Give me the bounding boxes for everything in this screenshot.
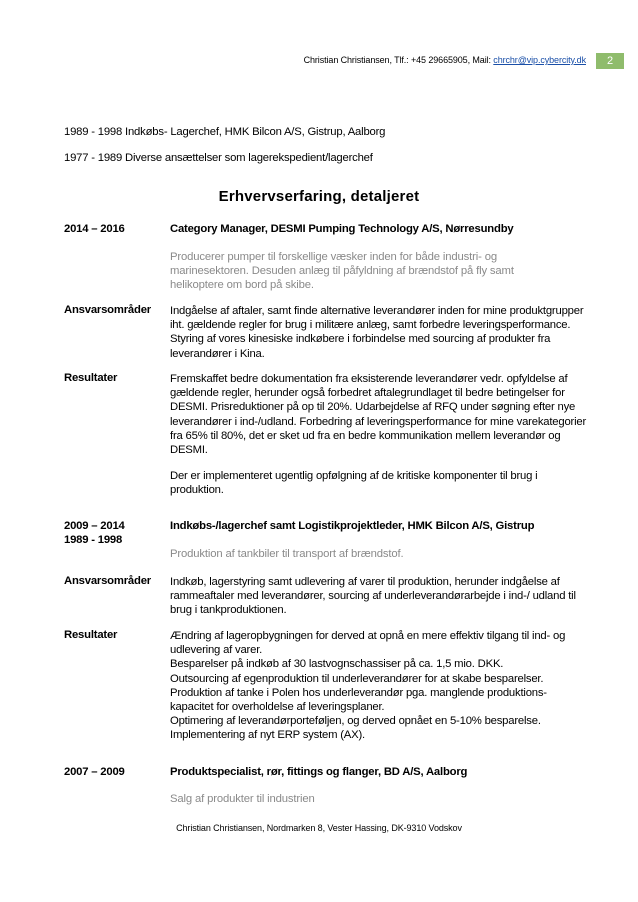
job-1-responsibilities-label: Ansvarsområder	[64, 304, 151, 316]
job-3-description: Salg af produkter til industrien	[170, 793, 315, 805]
job-2-title: Indkøbs-/lagerchef samt Logistikprojektleder, HMK Bilcon A/S, Gistrup	[170, 520, 535, 532]
page-footer: Christian Christiansen, Nordmarken 8, Vester Hassing, DK-9310 Vodskov	[176, 823, 462, 833]
job-2-description: Produktion af tankbiler til transport af brændstof.	[170, 548, 404, 560]
page-header	[0, 54, 638, 68]
job-3-title: Produktspecialist, rør, fittings og flanger, BD A/S, Aalborg	[170, 766, 468, 778]
job-2-period: 2009 – 2014	[64, 520, 125, 532]
job-2-responsibilities: Indkøb, lagerstyring samt udlevering af varer til produktion, herunder indgåelse af rammeaftaler med leverandører, sourcing af underleverandørarbejde i ind-/ udland til brug i tankproduktionen.	[170, 576, 576, 617]
job-2-result-3: Outsourcing af egenproduktion til underleverandører for at skabe besparelser.	[170, 672, 544, 685]
history-line-2: 1977 - 1989 Diverse ansættelser som lagerekspedient/lagerchef	[64, 152, 373, 164]
job-2-results	[170, 629, 590, 743]
job-1-result-2: Der er implementeret ugentlig opfølgning af de kritiske komponenter til brug i produktion.	[170, 470, 538, 497]
job-2-period-2: 1989 - 1998	[64, 534, 123, 546]
job-2-responsibilities-label: Ansvarsområder	[64, 575, 151, 587]
email-link[interactable]: chrchr@vip.cybercity.dk	[493, 55, 586, 65]
job-2-result-4: Produktion af tanke i Polen hos underleverandør pga. manglende produktions-kapacitet for overholdelse af leveringsplaner.	[170, 686, 547, 714]
history-line-1: 1989 - 1998 Indkøbs- Lagerchef, HMK Bilcon A/S, Gistrup, Aalborg	[64, 126, 386, 138]
contact-line	[304, 55, 586, 65]
job-1-responsibilities: Indgåelse af aftaler, samt finde alternative leverandører inden for mine produktgrupper iht. gældende regler for brug i militære anlæg, samt forbedre leveringsperformance. Styring af vores kinesiske indkøbere i forbindelse med sourcing af produkter fra leverandører i Kina.	[170, 305, 584, 360]
job-2-result-2: Besparelser på indkøb af 30 lastvognschassiser på ca. 1,5 mio. DKK.	[170, 658, 504, 671]
section-title: Erhvervserfaring, detaljeret	[218, 188, 420, 205]
page-number-badge: 2	[596, 53, 624, 69]
job-3-period: 2007 – 2009	[64, 766, 125, 778]
job-2-result-1: Ændring af lageropbygningen for derved at opnå en mere effektiv tilgang til ind- og udlevering af varer.	[170, 630, 566, 657]
job-1-results-label: Resultater	[64, 372, 118, 384]
job-1-period: 2014 – 2016	[64, 223, 125, 235]
job-2-results-label: Resultater	[64, 629, 118, 641]
job-1-result-1: Fremskaffet bedre dokumentation fra eksisterende leverandører vedr. opfyldelse af gældende regler, herunder også forbedret aftalegrundlaget til bedre betingelser for DESMI. Prisreduktioner på op til 20%. Udarbejdelse af RFQ under søgning efter nye leverandører i ind-/udland. Forbedring af leveringsperformance for mine varekategorier fra 65% til 80%, det er sket ud fra en bedre kommunikation mellem leverandør og DESMI.	[170, 373, 587, 457]
job-1-title: Category Manager, DESMI Pumping Technology A/S, Nørresundby	[170, 223, 514, 235]
job-1-results	[170, 372, 590, 498]
job-2-result-6: Implementering af nyt ERP system (AX).	[170, 729, 365, 742]
job-1-description: Producerer pumper til forskellige væsker inden for både industri- og marinesektoren. Desuden anlæg til påfyldning af brændstof på fly samt helikoptere om bord på skibe.	[170, 251, 514, 292]
job-2-result-5: Optimering af leverandørporteføljen, og derved opnået en 5-10% besparelse.	[170, 715, 541, 728]
contact-info: Christian Christiansen, Tlf.: +45 29665905, Mail:	[303, 55, 494, 65]
